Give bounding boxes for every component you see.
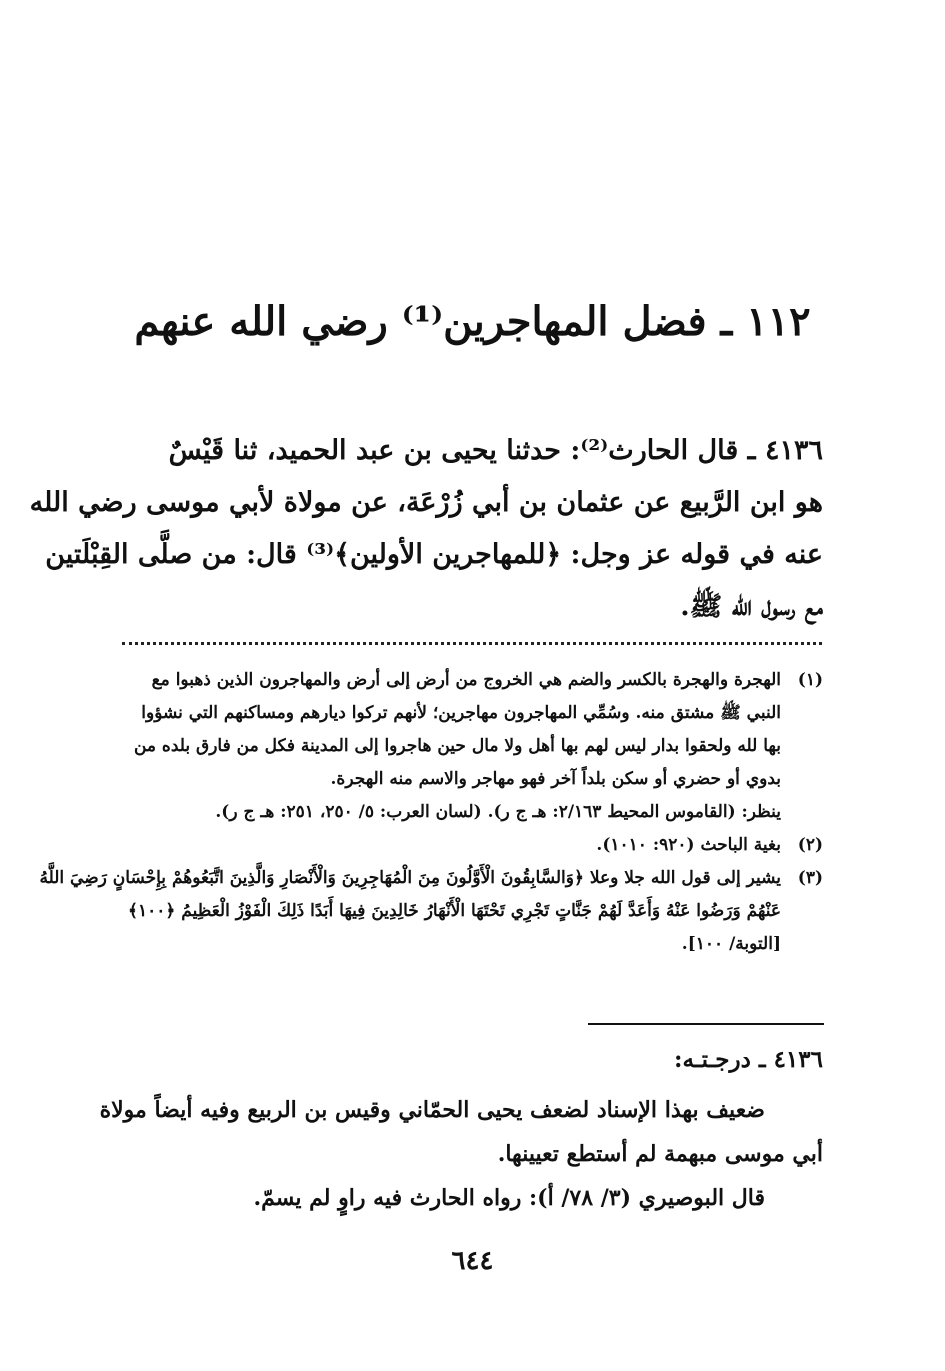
- footnote-body: [113, 664, 781, 829]
- hadith-line: هو ابن الرَّبيع عن عثمان بن أبي زُرْعَة، عن مولاة لأبي موسى رضي الله: [29, 487, 823, 518]
- footnote-line: ينظر: (القاموس المحيط ٢/١٦٣: هـ ج ر). (لسان العرب: ٥/ ٢٥٠، ٢٥١: هـ ج ر).: [215, 802, 781, 822]
- footnote-2: [113, 829, 823, 862]
- grade-line: أبي موسى مبهمة لم أستطع تعيينها.: [497, 1141, 823, 1167]
- footnote-3: [39, 862, 823, 961]
- hadith-text: [29, 425, 823, 633]
- footnote-line: بدوي أو حضري أو سكن بلداً آخر فهو مهاجر والاسم منه الهجرة.: [330, 769, 781, 789]
- footnotes: [39, 664, 823, 961]
- footnote-line: الهجرة والهجرة بالكسر والضم هي الخروج من أرض إلى أرض والمهاجرون الذين ذهبوا مع: [151, 670, 781, 690]
- page-number: ٦٤٤: [451, 1246, 494, 1276]
- footnote-number: (٢): [797, 835, 823, 855]
- footnote-body: [113, 829, 781, 862]
- footnote-line: بها لله ولحقوا بدار ليس لهم بها أهل ولا مال حين هاجروا إلى المدينة فكل من فارق بلده من: [133, 736, 781, 756]
- hadith-line: عنه في قوله عز وجل: ﴿للمهاجرين الأولين﴾⁽³⁾ قال: من صلَّى القِبْلَتين: [45, 539, 823, 570]
- footnote-number: (٣): [797, 868, 823, 888]
- grade-text: [99, 1088, 823, 1220]
- hadith-line: مع رسول الله ﷺ.: [680, 591, 823, 622]
- footnote-number: (١): [797, 670, 823, 690]
- footnote-body: [39, 862, 781, 961]
- footnote-separator: [122, 642, 822, 645]
- chapter-title: ١١٢ ـ فضل المهاجرين⁽¹⁾ رضي الله عنهم: [134, 298, 811, 345]
- grade-citation: قال البوصيري (٣/ ٧٨/ أ): رواه الحارث فيه راوٍ لم يسمّ.: [253, 1185, 765, 1211]
- footnote-1: [113, 664, 823, 829]
- footnote-line: يشير إلى قول الله جلا وعلا ﴿وَالسَّابِقُونَ الْأَوَّلُونَ مِنَ الْمُهَاجِرِينَ وَالْأَنْصَارِ وَالَّذِينَ اتَّبَعُوهُمْ بِإِحْسَانٍ رَضِيَ اللَّهُ: [39, 868, 781, 888]
- grade-line: ضعيف بهذا الإسناد لضعف يحيى الحمّاني وقيس بن الربيع وفيه أيضاً مولاة: [99, 1097, 765, 1123]
- hadith-line: ٤١٣٦ ـ قال الحارث⁽²⁾: حدثنا يحيى بن عبد الحميد، ثنا قَيْسٌ: [168, 435, 823, 466]
- footnote-line: [التوبة/ ١٠٠].: [681, 934, 781, 954]
- grade-separator: [588, 1023, 824, 1025]
- footnote-line: بغية الباحث (٩٢٠: ١٠١٠).: [596, 835, 781, 855]
- footnote-line: النبي ﷺ مشتق منه. وسُمِّي المهاجرون مهاجرين؛ لأنهم تركوا ديارهم ومساكنهم التي نشؤوا: [141, 703, 781, 723]
- footnote-line: عَنْهُمْ وَرَضُوا عَنْهُ وَأَعَدَّ لَهُمْ جَنَّاتٍ تَجْرِي تَحْتَهَا الْأَنْهَارُ خَالِدِينَ فِيهَا أَبَدًا ذَلِكَ الْفَوْزُ الْعَظِيمُ ﴿١٠٠﴾: [128, 901, 781, 921]
- grade-heading: ٤١٣٦ ـ درجـتـه:: [674, 1046, 823, 1073]
